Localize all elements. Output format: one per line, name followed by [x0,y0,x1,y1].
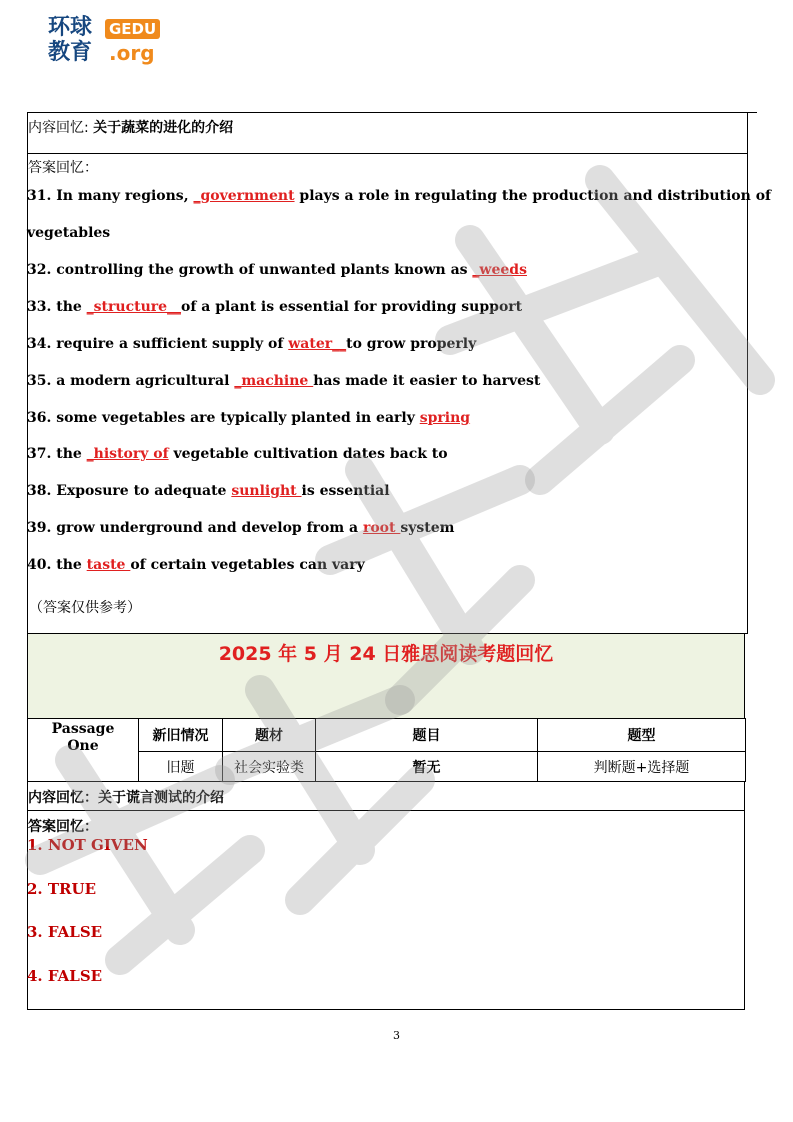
exam-banner [27,633,745,719]
header-type: 题型 [538,719,746,752]
answer-1: 1. NOT GIVEN [27,836,148,854]
answer-line [27,188,771,204]
answer-line [27,446,448,462]
content-label: 内容回忆: [28,120,89,136]
cell-question: 暂无 [316,752,538,782]
answer-suffix: to grow properly [346,336,477,352]
passage-word: Passage [51,721,115,737]
answer-suffix: of certain vegetables can vary [130,557,365,573]
answer-suffix: is essential [301,483,390,499]
answer-fill: _government [193,188,295,204]
page-number: 3 [393,1029,400,1042]
answer-fill: taste [86,557,131,573]
answer-prefix: vegetables [27,225,111,241]
answer-prefix: 38. Exposure to adequate [27,483,232,499]
answer-3: 3. FALSE [27,923,103,941]
header-status: 新旧情况 [139,719,223,752]
answer-line [27,373,540,389]
answer-note: （答案仅供参考） [29,600,141,616]
answer-prefix: 33. the [27,299,87,315]
answer-fill: _history of [86,446,169,462]
answer-prefix: 37. the [27,446,87,462]
answer-suffix: vegetable cultivation dates back to [168,446,448,462]
answer-suffix: plays a role in regulating the production and distribution of [294,188,772,204]
answer-line [27,336,476,352]
answer-line [27,410,470,426]
header-topic: 题材 [223,719,316,752]
answer-fill: root [362,520,401,536]
answer-line [27,483,390,499]
answer-suffix: system [400,520,455,536]
header-question: 题目 [316,719,538,752]
answer-fill: spring [419,410,471,426]
answer-fill: _structure__ [86,299,182,315]
answer-fill: _weeds [472,262,527,278]
answer-4: 4. FALSE [27,967,103,985]
answer-line [27,262,527,278]
logo-brand: GEDU [105,19,160,39]
logo-line2: 教育 [48,40,93,65]
answer-prefix: 31. In many regions, [27,188,194,204]
answer-label-2: 答案回忆： [28,819,98,835]
passage-cell [28,719,139,782]
answer-fill: water__ [288,336,347,352]
answer-suffix: has made it easier to harvest [313,373,541,389]
content-label-2: 内容回忆：关于谎言测试的介绍 [28,790,224,806]
banner-title: 2025 年 5 月 24 日雅思阅读考题回忆 [218,643,554,665]
answer-prefix: 32. controlling the growth of unwanted plants known as [27,262,473,278]
cell-status: 旧题 [139,752,223,782]
content-recall-row-2 [27,781,745,811]
answer-prefix: 35. a modern agricultural [27,373,235,389]
logo-line1: 环球 [48,15,93,40]
answer-prefix: 39. grow underground and develop from a [27,520,363,536]
answer-fill: _machine [234,373,314,389]
answer-2: 2. TRUE [27,880,97,898]
content-recall-line [28,117,233,137]
passage-table [27,718,746,782]
answer-line [27,557,365,573]
answer-prefix: 36. some vegetables are typically planted in early [27,410,420,426]
content-title: 关于蔬菜的进化的介绍 [93,120,234,136]
answer-prefix: 40. the [27,557,87,573]
passage-number: One [67,738,99,754]
answer-suffix: of a plant is essential for providing support [181,299,523,315]
cell-topic: 社会实验类 [223,752,316,782]
answer-label: 答案回忆： [28,160,98,176]
logo-suffix: .org [109,41,155,65]
answer-line [27,225,110,241]
answer-line [27,299,522,315]
answer-fill: sunlight [231,483,302,499]
answer-line [27,520,454,536]
answer-prefix: 34. require a sufficient supply of [27,336,289,352]
cell-type: 判断题+选择题 [538,752,746,782]
